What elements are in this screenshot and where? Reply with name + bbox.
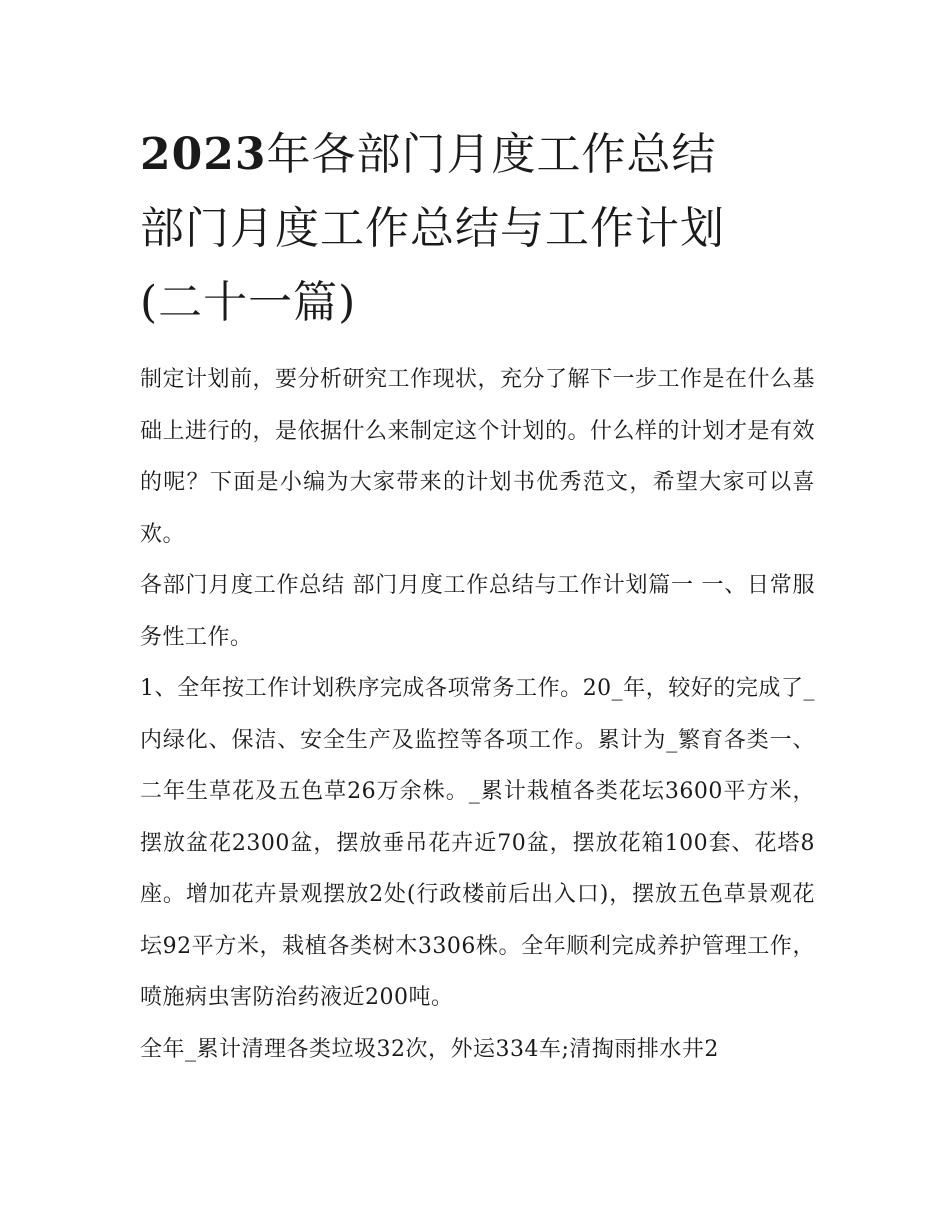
- title-line-3: (二十一篇): [140, 277, 357, 328]
- title-line-2: 部门月度工作总结与工作计划: [140, 203, 725, 254]
- title-line-1-text: 年各部门月度工作总结: [266, 129, 717, 180]
- document-page: [140, 118, 815, 1075]
- title-year: 2023: [140, 129, 267, 180]
- work-summary-paragraph: 1、全年按工作计划秩序完成各项常务工作。20_年，较好的完成了_内绿化、保洁、安全生产及监控等各项工作。累计为_繁育各类一、二年生草花及五色草26万余株。_累计栽植各类花坛3600平方米，摆放盆花2300盆，摆放垂吊花卉近70盆，摆放花箱100套、花塔8座。增加花卉景观摆放2处(行政楼前后出入口)，摆放五色草景观花坛92平方米，栽植各类树木3306株。全年顺利完成养护管理工作，喷施病虫害防治药液近200吨。: [140, 676, 815, 1010]
- title-line-1: [140, 118, 815, 192]
- document-title: [140, 118, 815, 340]
- intro-paragraph: 制定计划前，要分析研究工作现状，充分了解下一步工作是在什么基础上进行的，是依据什么来制定这个计划的。什么样的计划才是有效的呢？下面是小编为大家带来的计划书优秀范文，希望大家可以喜欢。: [140, 367, 816, 547]
- section-heading-paragraph: 各部门月度工作总结 部门月度工作总结与工作计划篇一 一、日常服务性工作。: [140, 573, 815, 650]
- cleanup-paragraph: 全年_累计清理各类垃圾32次，外运334车;清掏雨排水井2: [140, 1036, 719, 1062]
